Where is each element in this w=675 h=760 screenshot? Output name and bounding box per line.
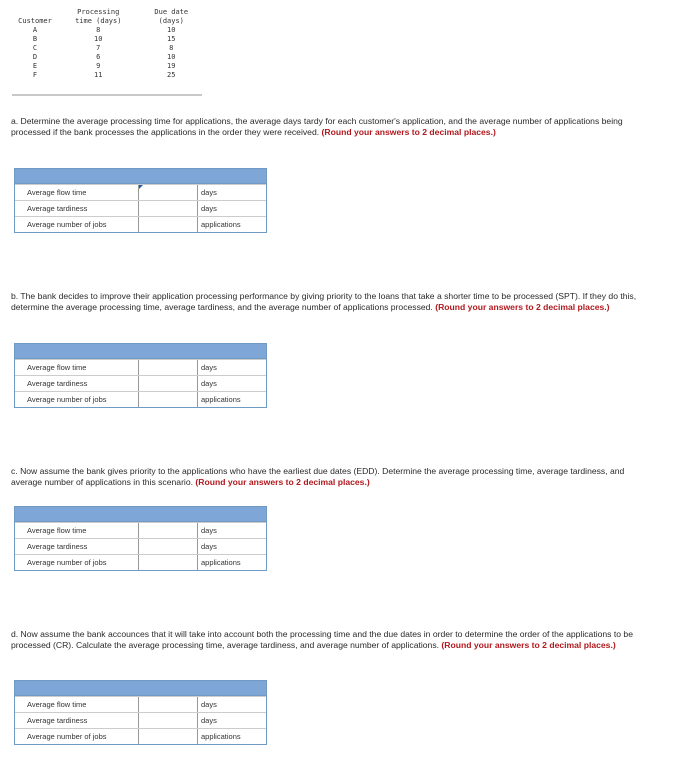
question-c (11, 466, 651, 488)
question-a (11, 116, 651, 138)
question-c-text: c. Now assume the bank gives priority to the applications who have the earliest due dates (EDD). Determine the average processing time, average tardiness, and average number of applications in this scenario. (11, 466, 625, 487)
cell-processing: 7 (96, 44, 101, 52)
answer-row-flow-time (15, 184, 266, 200)
answer-box-c (14, 506, 267, 571)
row-unit: applications (201, 558, 241, 567)
header-processing-time: Processing time (days) (75, 8, 122, 25)
question-b (11, 291, 651, 313)
cell-customer: F (32, 71, 38, 79)
input-cell (139, 713, 198, 728)
row-unit: days (201, 379, 217, 388)
answer-box-a (14, 168, 267, 233)
answer-row-tardiness (15, 538, 266, 554)
table-divider (12, 94, 202, 96)
question-d-text: d. Now assume the bank accounces that it will take into account both the processing time and the due dates in order to determine the order of the applications to be processed (CR). Calculate the average processing time, average tardiness, and average number of applications. (11, 629, 633, 650)
cell-processing: 8 (96, 26, 101, 34)
table-row (14, 62, 202, 71)
answer-box-d (14, 680, 267, 745)
table-row (14, 53, 202, 62)
answer-row-tardiness (15, 712, 266, 728)
question-a-text: a. Determine the average processing time for applications, the average days tardy for each customer's application, and the average number of applications being processed if the bank processes the applications in the order they were received. (11, 116, 623, 137)
answer-row-flow-time (15, 359, 266, 375)
required-marker-icon (139, 185, 143, 189)
row-label: Average tardiness (15, 201, 139, 216)
header-customer: Customer (18, 17, 52, 25)
row-label: Average number of jobs (15, 217, 139, 232)
row-label: Average flow time (15, 360, 139, 375)
row-label: Average number of jobs (15, 555, 139, 570)
answer-row-num-jobs (15, 554, 266, 570)
question-b-rounding-note: (Round your answers to 2 decimal places.) (435, 302, 610, 312)
b-num-jobs-input[interactable] (139, 395, 197, 410)
input-cell (139, 729, 198, 744)
cell-due: 25 (167, 71, 176, 79)
row-unit: days (201, 526, 217, 535)
cell-due: 15 (167, 35, 176, 43)
answer-row-num-jobs (15, 216, 266, 232)
cell-processing: 10 (94, 35, 103, 43)
input-cell (139, 217, 198, 232)
cell-processing: 9 (96, 62, 101, 70)
cell-processing: 6 (96, 53, 101, 61)
row-unit: applications (201, 732, 241, 741)
row-unit: days (201, 188, 217, 197)
row-unit: days (201, 204, 217, 213)
question-c-rounding-note: (Round your answers to 2 decimal places.) (195, 477, 370, 487)
table-row (14, 71, 202, 80)
table-row (14, 35, 202, 44)
cell-due: 19 (167, 62, 176, 70)
row-unit: days (201, 363, 217, 372)
input-cell (139, 185, 198, 200)
question-d-rounding-note: (Round your answers to 2 decimal places.) (441, 640, 616, 650)
input-cell (139, 697, 198, 712)
input-cell (139, 201, 198, 216)
cell-customer: A (32, 26, 38, 34)
row-unit: days (201, 700, 217, 709)
cell-due: 8 (169, 44, 174, 52)
question-a-rounding-note: (Round your answers to 2 decimal places.) (321, 127, 496, 137)
row-unit: applications (201, 220, 241, 229)
answer-box-header (15, 344, 266, 359)
input-cell (139, 555, 198, 570)
cell-customer: E (32, 62, 38, 70)
a-num-jobs-input[interactable] (139, 220, 197, 235)
input-cell (139, 392, 198, 407)
d-num-jobs-input[interactable] (139, 732, 197, 747)
row-label: Average number of jobs (15, 729, 139, 744)
row-unit: days (201, 716, 217, 725)
question-b-text: b. The bank decides to improve their application processing performance by giving priority to the loans that take a shorter time to be processed (SPT). If they do this, determine the average processing time, average tardiness, and the average number of applications processed. (11, 291, 637, 312)
table-row (14, 26, 202, 35)
row-unit: days (201, 542, 217, 551)
cell-customer: D (32, 53, 38, 61)
row-label: Average tardiness (15, 539, 139, 554)
answer-row-tardiness (15, 200, 266, 216)
row-unit: applications (201, 395, 241, 404)
row-label: Average tardiness (15, 376, 139, 391)
row-label: Average number of jobs (15, 392, 139, 407)
answer-row-tardiness (15, 375, 266, 391)
cell-processing: 11 (94, 71, 103, 79)
header-due-date: Due date (days) (154, 8, 189, 25)
answer-row-num-jobs (15, 728, 266, 744)
row-label: Average flow time (15, 185, 139, 200)
input-cell (139, 376, 198, 391)
answer-row-num-jobs (15, 391, 266, 407)
answer-row-flow-time (15, 522, 266, 538)
answer-row-flow-time (15, 696, 266, 712)
input-cell (139, 523, 198, 538)
row-label: Average tardiness (15, 713, 139, 728)
c-num-jobs-input[interactable] (139, 558, 197, 573)
answer-box-header (15, 507, 266, 522)
cell-due: 10 (167, 53, 176, 61)
row-label: Average flow time (15, 523, 139, 538)
question-d (11, 629, 651, 651)
customer-data-table (14, 8, 202, 80)
table-row (14, 44, 202, 53)
answer-box-header (15, 169, 266, 184)
cell-due: 10 (167, 26, 176, 34)
cell-customer: C (32, 44, 38, 52)
answer-box-b (14, 343, 267, 408)
input-cell (139, 539, 198, 554)
answer-box-header (15, 681, 266, 696)
cell-customer: B (32, 35, 38, 43)
input-cell (139, 360, 198, 375)
row-label: Average flow time (15, 697, 139, 712)
